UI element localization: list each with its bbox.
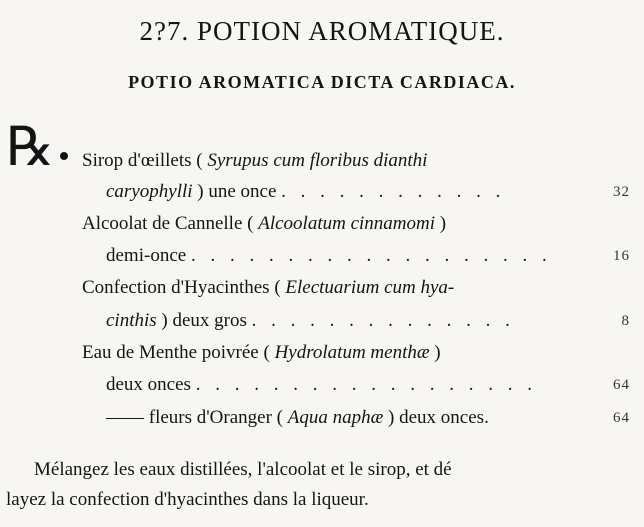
ingredient-line	[0, 370, 644, 400]
ingredient-line	[0, 338, 644, 368]
leader-dots: . . . . . . . . . . . . . . . . . .	[195, 374, 537, 395]
instructions-line: layez la confection d'hyacinthes dans la liqueur.	[6, 489, 369, 510]
ingredient-dose: ) deux gros	[161, 310, 247, 331]
ingredient-name: Confection d'Hyacinthes (	[82, 277, 281, 298]
ingredient-latin: Electuarium cum hya-	[285, 277, 455, 298]
ingredient-quantity: 8	[621, 313, 630, 329]
ingredient-line	[0, 241, 644, 271]
recipe-title: 2?7. POTION AROMATIQUE.	[139, 16, 505, 46]
preparation-instructions	[6, 455, 624, 515]
ingredient-latin: Hydrolatum menthæ	[274, 342, 430, 363]
leader-dots: . . . . . . . . . . . . . .	[251, 310, 515, 331]
ingredient-dose: demi-once	[106, 245, 187, 266]
recipe-latin-subtitle: POTIO AROMATICA DICTA CARDIACA.	[128, 72, 516, 92]
ingredient-name: Eau de Menthe poivrée (	[82, 342, 270, 363]
ingredient-line	[0, 273, 644, 303]
paren-close: )	[434, 342, 441, 363]
ingredient-quantity: 64	[613, 377, 630, 393]
rx-symbol: ℞	[6, 117, 55, 177]
ingredient-quantity: 32	[613, 184, 630, 200]
ingredient-name: Alcoolat de Cannelle (	[82, 213, 254, 234]
ingredient-line	[0, 306, 644, 336]
leader-dots: . . . . . . . . . . . . . . . . . . .	[190, 245, 552, 266]
ingredient-name: —— fleurs d'Oranger (	[106, 407, 284, 428]
ingredient-line	[0, 177, 644, 207]
leader-dots: . . . . . . . . . . . .	[281, 181, 506, 202]
ingredient-dose: ) deux onces.	[388, 407, 489, 428]
ingredient-line	[0, 403, 644, 433]
ingredient-dose: ) une once	[197, 181, 277, 202]
instructions-line: Mélangez les eaux distillées, l'alcoolat et le sirop, et dé	[34, 459, 452, 480]
ingredient-latin: cinthis	[106, 310, 157, 331]
ingredient-dose: deux onces	[106, 374, 191, 395]
ingredient-quantity: 16	[613, 248, 630, 264]
ingredient-latin: Aqua naphæ	[287, 407, 384, 428]
ingredient-line	[0, 146, 644, 176]
ingredient-quantity: 64	[613, 410, 630, 426]
paren-close: )	[439, 213, 447, 234]
ingredient-name: Sirop d'œillets (	[82, 150, 203, 171]
ingredient-latin: Alcoolatum cinnamomi	[258, 213, 435, 234]
ingredient-latin: Syrupus cum floribus dianthi	[207, 150, 428, 171]
ingredient-line	[0, 209, 644, 239]
ingredient-latin: caryophylli	[106, 181, 193, 202]
